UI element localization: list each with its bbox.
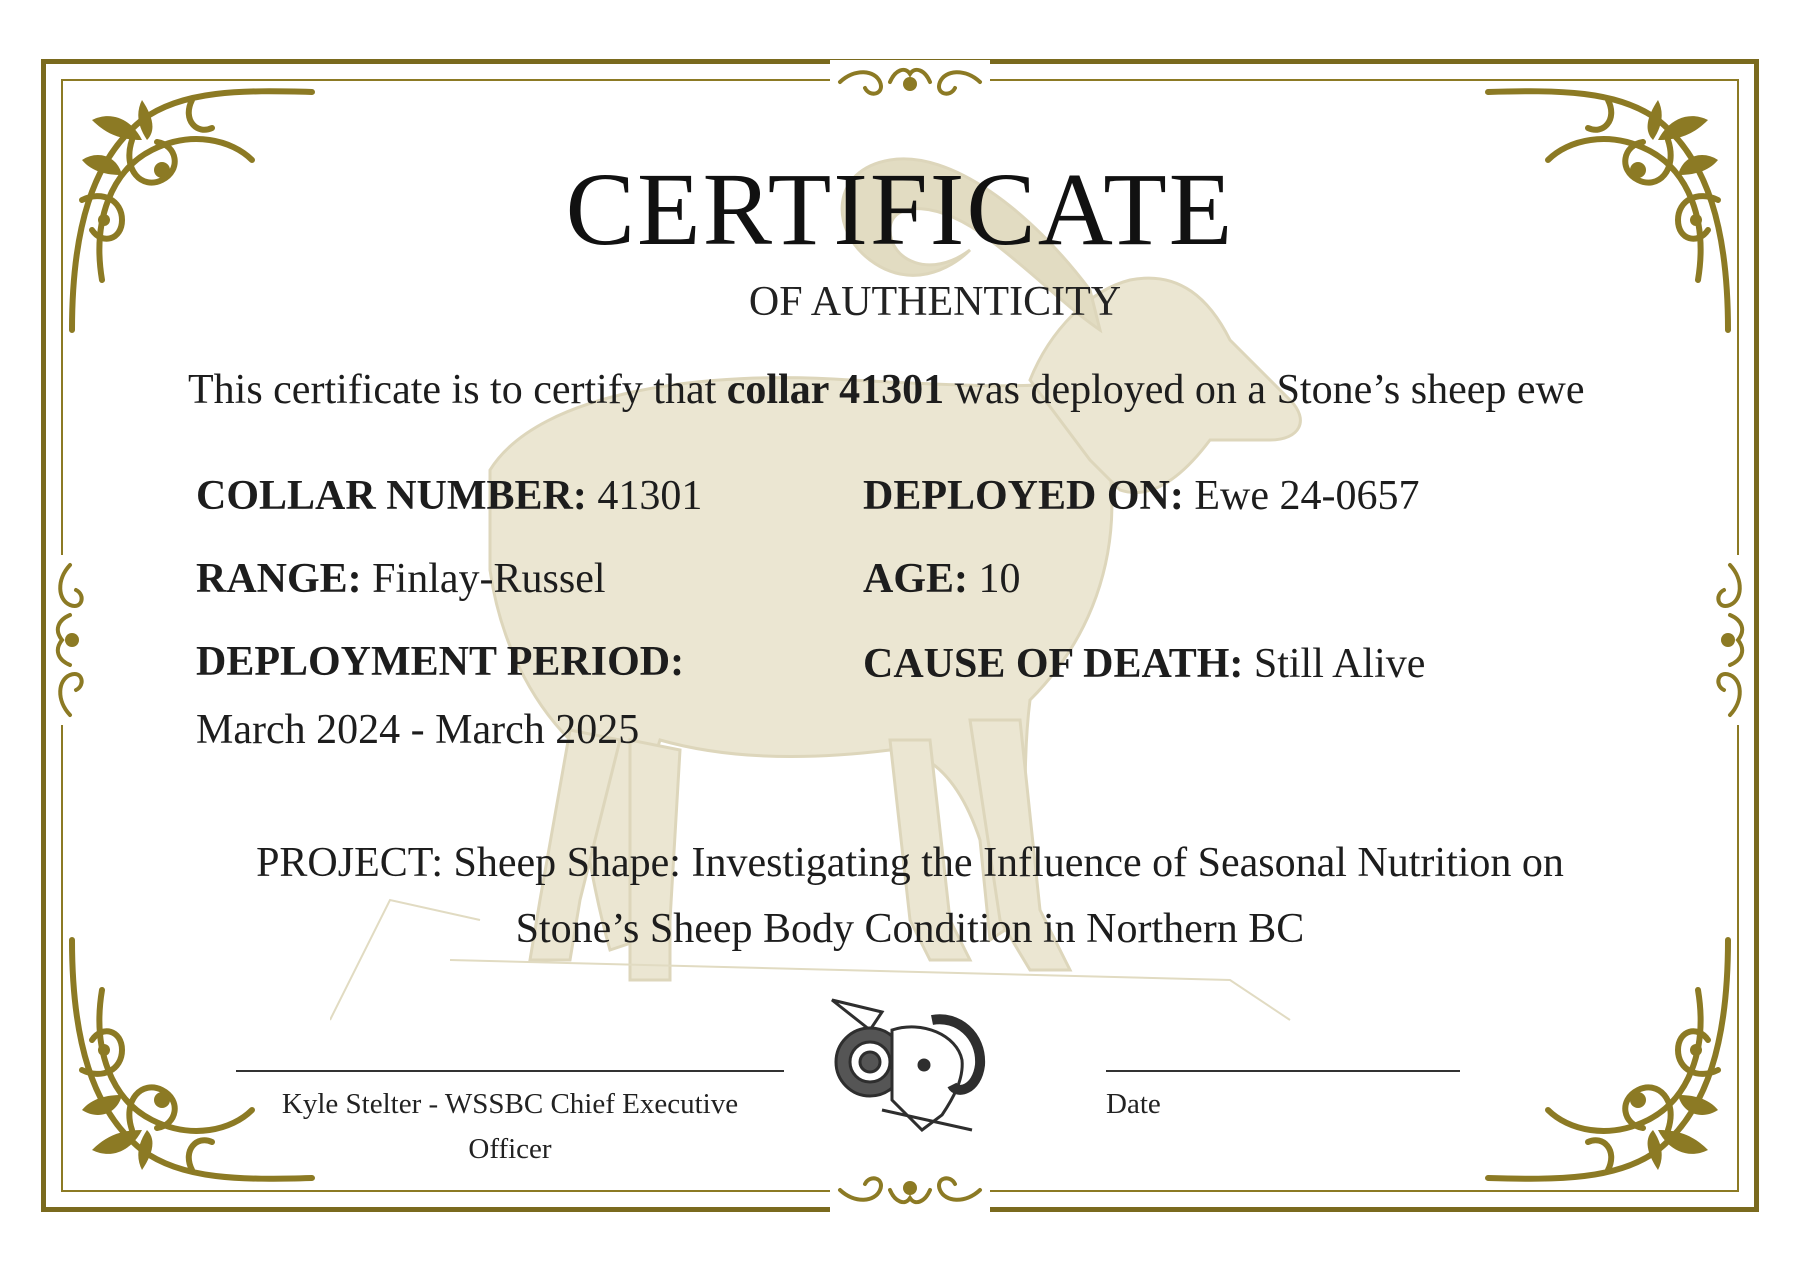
certification-statement: [188, 366, 1585, 414]
statement-prefix: This certificate is to certify that: [188, 367, 727, 413]
collar-number-value: 41301: [586, 473, 703, 519]
project-line-2: Stone’s Sheep Body Condition in Northern BC: [515, 906, 1305, 952]
side-scroll-ornament-icon: [48, 555, 92, 725]
certificate-subtitle: OF AUTHENTICITY: [748, 279, 1122, 325]
ram-logo-icon: [822, 990, 992, 1140]
age-field: [863, 555, 1021, 603]
date-line: [1106, 1070, 1460, 1072]
age-label: AGE:: [863, 556, 968, 602]
top-scroll-ornament-icon: [830, 60, 990, 104]
deployed-on-label: DEPLOYED ON:: [863, 473, 1184, 519]
cause-of-death-value: Still Alive: [1243, 641, 1426, 687]
statement-suffix: was deployed on a Stone’s sheep ewe: [944, 367, 1585, 413]
range-label: RANGE:: [196, 556, 362, 602]
cause-of-death-field: [863, 640, 1425, 688]
cause-of-death-label: CAUSE OF DEATH:: [863, 641, 1244, 687]
age-value: 10: [968, 556, 1021, 602]
flourish-corner-icon: [1478, 930, 1738, 1190]
deployed-on-value: Ewe 24-0657: [1183, 473, 1420, 519]
signer-name: [236, 1082, 784, 1172]
signature-line: [236, 1070, 784, 1072]
bottom-scroll-ornament-icon: [830, 1168, 990, 1212]
range-field: [196, 555, 606, 603]
signer-line-1: Kyle Stelter - WSSBC Chief Executive: [281, 1088, 739, 1120]
project-line-1: PROJECT: Sheep Shape: Investigating the Influence of Seasonal Nutrition on: [256, 840, 1564, 886]
certificate-title: CERTIFICATE: [565, 152, 1235, 267]
side-scroll-ornament-icon: [1708, 555, 1752, 725]
deployed-on-field: [863, 472, 1419, 520]
deployment-period-value: March 2024 - March 2025: [196, 707, 640, 753]
statement-highlight: collar 41301: [726, 367, 945, 413]
collar-number-label: COLLAR NUMBER:: [196, 473, 587, 519]
range-value: Finlay-Russel: [361, 556, 606, 602]
signer-line-2: Officer: [468, 1133, 552, 1165]
project-description: [170, 830, 1650, 962]
deployment-period-field: [196, 638, 684, 686]
deployment-period-label: DEPLOYMENT PERIOD:: [196, 639, 685, 685]
collar-number-field: [196, 472, 702, 520]
date-label: Date: [1106, 1088, 1161, 1120]
